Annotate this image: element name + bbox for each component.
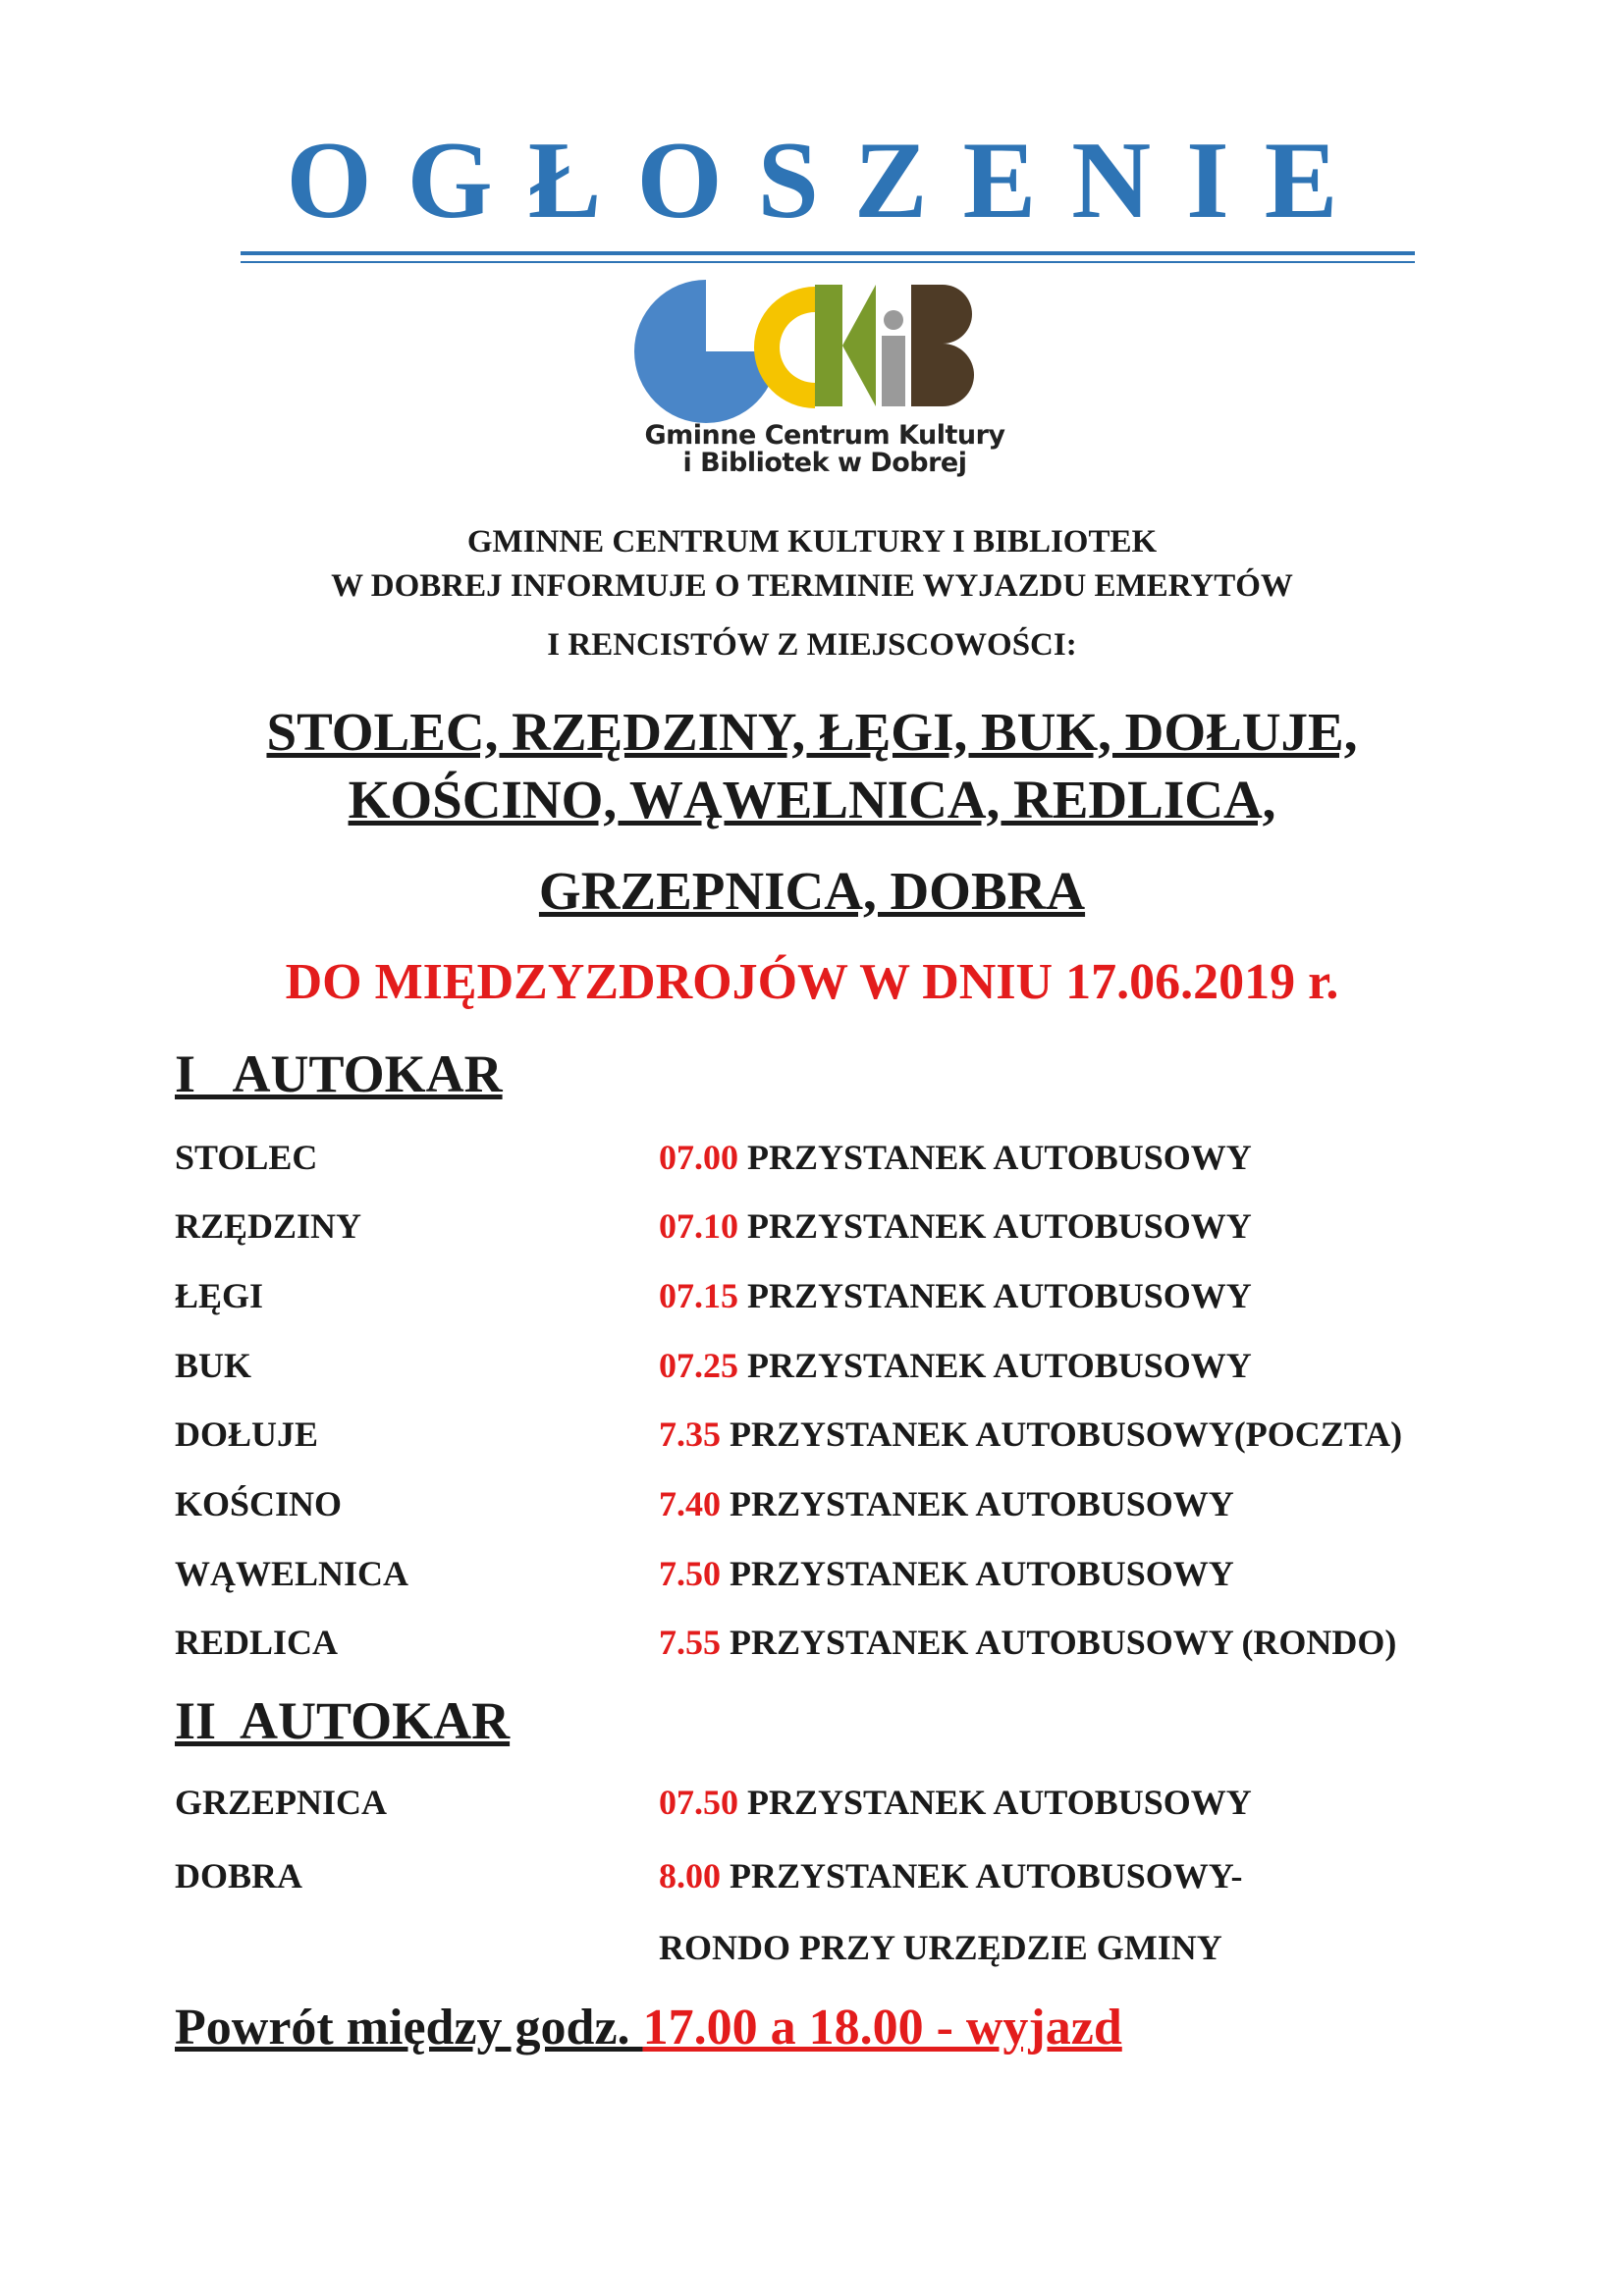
stop-info: PRZYSTANEK AUTOBUSOWY: [721, 1484, 1234, 1523]
stop-time: 07.25: [659, 1346, 738, 1385]
schedule-row: [0, 1140, 1624, 1183]
stop-time: 7.50: [659, 1554, 721, 1593]
stop-place: DOBRA: [175, 1856, 303, 1896]
stop-place: DOŁUJE: [175, 1415, 319, 1454]
stop-time: 07.50: [659, 1783, 738, 1822]
schedule-row: [0, 1556, 1624, 1599]
title-rule-thick: [241, 251, 1415, 255]
schedule-row: [0, 1785, 1624, 1828]
bus-2-heading: II AUTOKAR: [175, 1691, 511, 1750]
stop-time: 07.10: [659, 1206, 738, 1246]
schedule-row-continuation: [0, 1930, 1624, 1973]
intro-line-3: I RENCISTÓW Z MIEJSCOWOŚCI:: [547, 627, 1077, 663]
stop-info: PRZYSTANEK AUTOBUSOWY: [738, 1783, 1252, 1822]
title-rule-thin: [241, 261, 1415, 263]
stop-place: WĄWELNICA: [175, 1554, 409, 1593]
logo-brown-b: [911, 285, 974, 406]
stop-time: 07.00: [659, 1138, 738, 1177]
stop-place: REDLICA: [175, 1623, 339, 1662]
trip-date-line: DO MIĘDZYZDROJÓW W DNIU 17.06.2019 r.: [285, 954, 1339, 1010]
stop-info: PRZYSTANEK AUTOBUSOWY: [738, 1276, 1252, 1315]
stop-time: 7.40: [659, 1484, 721, 1523]
stop-info: PRZYSTANEK AUTOBUSOWY (RONDO): [721, 1623, 1397, 1662]
schedule-row: [0, 1858, 1624, 1901]
stop-place: KOŚCINO: [175, 1484, 343, 1523]
logo-green-bar: [815, 285, 842, 406]
localities-line-1: STOLEC, RZĘDZINY, ŁĘGI, BUK, DOŁUJE,: [266, 702, 1358, 762]
localities-line-3: GRZEPNICA, DOBRA: [538, 861, 1086, 921]
stop-info: PRZYSTANEK AUTOBUSOWY: [738, 1346, 1252, 1385]
stop-place: STOLEC: [175, 1138, 318, 1177]
stop-place: ŁĘGI: [175, 1276, 264, 1315]
stop-info: PRZYSTANEK AUTOBUSOWY-: [721, 1856, 1243, 1896]
schedule-row: [0, 1625, 1624, 1668]
stop-info: PRZYSTANEK AUTOBUSOWY: [738, 1206, 1252, 1246]
gckib-logo-mark: [628, 277, 1021, 424]
stop-info: PRZYSTANEK AUTOBUSOWY(POCZTA): [721, 1415, 1403, 1454]
schedule-row: [0, 1278, 1624, 1321]
logo-gray-dot: [884, 310, 903, 330]
intro-line-1: GMINNE CENTRUM KULTURY I BIBLIOTEK: [466, 524, 1158, 560]
schedule-row: [0, 1416, 1624, 1460]
intro-line-2: W DOBREJ INFORMUJE O TERMINIE WYJAZDU EMERYTÓW: [331, 568, 1293, 604]
logo-green-wedge: [842, 285, 876, 406]
stop-info: PRZYSTANEK AUTOBUSOWY: [721, 1554, 1234, 1593]
stop-time: 07.15: [659, 1276, 738, 1315]
bus-1-heading: I AUTOKAR: [175, 1044, 503, 1103]
stop-info: PRZYSTANEK AUTOBUSOWY: [738, 1138, 1252, 1177]
logo-gray-i: [882, 336, 905, 406]
return-prefix: Powrót między godz.: [175, 2000, 643, 2056]
schedule-row: [0, 1348, 1624, 1391]
localities-line-2: KOŚCINO, WĄWELNICA, REDLICA,: [348, 770, 1276, 829]
schedule-row: [0, 1208, 1624, 1252]
logo-text-line-1: Gminne Centrum Kultury: [644, 420, 1005, 451]
page-title: OGŁOSZENIE: [286, 120, 1374, 241]
stop-time: 7.55: [659, 1623, 721, 1662]
stop-place: RZĘDZINY: [175, 1206, 362, 1246]
stop-place: BUK: [175, 1346, 252, 1385]
stop-place: GRZEPNICA: [175, 1783, 388, 1822]
stop-time: 8.00: [659, 1856, 721, 1896]
schedule-row: [0, 1486, 1624, 1529]
stop-info-continuation: RONDO PRZY URZĘDZIE GMINY: [659, 1928, 1222, 1967]
gckib-logo: [628, 277, 1021, 493]
return-line: [175, 2002, 1122, 2054]
return-time-highlight: 17.00 a 18.00 - wyjazd: [642, 2000, 1122, 2056]
stop-time: 7.35: [659, 1415, 721, 1454]
logo-text-line-2: i Bibliotek w Dobrej: [682, 448, 967, 478]
